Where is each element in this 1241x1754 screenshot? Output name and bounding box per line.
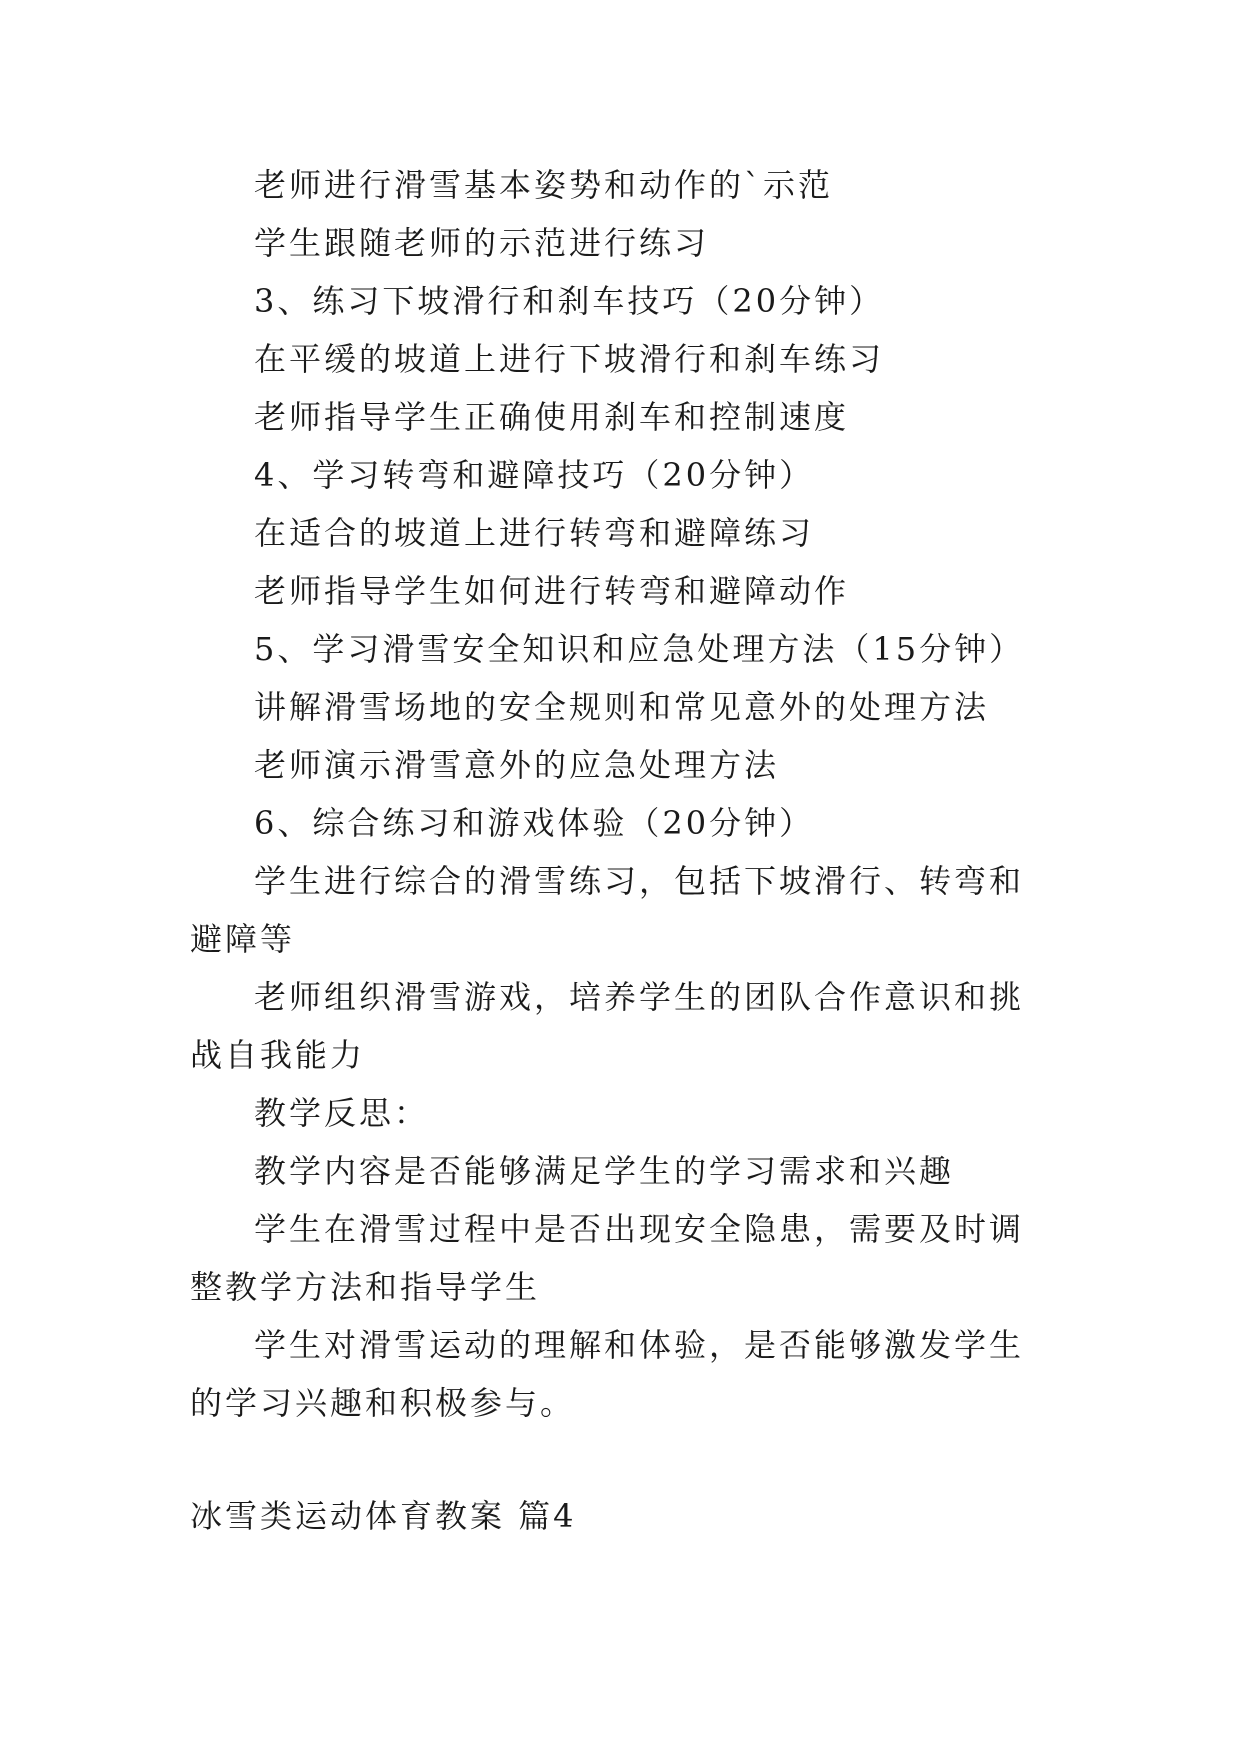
paragraph: 老师指导学生正确使用刹车和控制速度	[254, 398, 850, 436]
paragraph: 4、学习转弯和避障技巧（20分钟）	[254, 456, 815, 494]
paragraph: 3、练习下坡滑行和刹车技巧（20分钟）	[254, 282, 885, 320]
paragraph: 在平缓的坡道上进行下坡滑行和刹车练习	[254, 340, 885, 378]
paragraph: 讲解滑雪场地的安全规则和常见意外的处理方法	[254, 688, 990, 726]
paragraph: 学生进行综合的滑雪练习，包括下坡滑行、转弯和避障等	[190, 862, 1025, 958]
paragraph: 学生跟随老师的示范进行练习	[254, 224, 710, 262]
paragraph: 老师演示滑雪意外的应急处理方法	[254, 746, 780, 784]
paragraph: 学生对滑雪运动的理解和体验，是否能够激发学生的学习兴趣和积极参与。	[190, 1326, 1025, 1422]
paragraph: 教学内容是否能够满足学生的学习需求和兴趣	[254, 1152, 955, 1190]
paragraph: 学生在滑雪过程中是否出现安全隐患，需要及时调整教学方法和指导学生	[190, 1210, 1025, 1306]
section-heading: 冰雪类运动体育教案 篇4	[190, 1497, 577, 1535]
paragraph: 6、综合练习和游戏体验（20分钟）	[254, 804, 815, 842]
paragraph: 教学反思：	[254, 1094, 430, 1132]
paragraph: 老师指导学生如何进行转弯和避障动作	[254, 572, 850, 610]
paragraph: 5、学习滑雪安全知识和应急处理方法（15分钟）	[254, 630, 1025, 668]
paragraph: 在适合的坡道上进行转弯和避障练习	[254, 514, 815, 552]
paragraph: 老师组织滑雪游戏，培养学生的团队合作意识和挑战自我能力	[190, 978, 1025, 1074]
paragraph: 老师进行滑雪基本姿势和动作的`示范	[254, 166, 834, 204]
